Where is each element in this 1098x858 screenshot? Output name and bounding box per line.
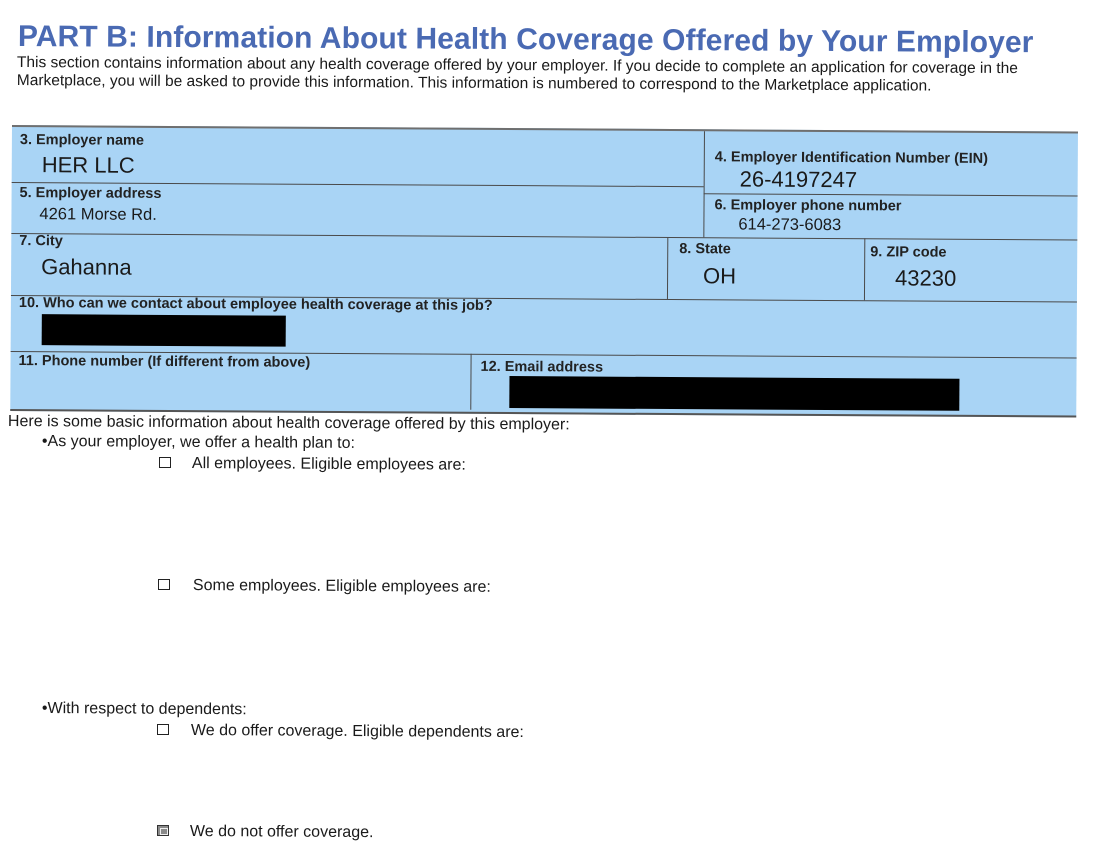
coverage-intro: Here is some basic information about health coverage offered by this employer: (7, 413, 570, 434)
zip-label: 9. ZIP code (870, 244, 947, 261)
ein-label: 4. Employer Identification Number (EIN) (714, 149, 988, 167)
divider (704, 193, 1078, 196)
city-label: 7. City (19, 233, 63, 250)
divider (11, 233, 1077, 241)
state-field[interactable]: OH (703, 263, 737, 289)
no-dependent-coverage-label: We do not offer coverage. (189, 823, 374, 842)
state-label: 8. State (679, 241, 731, 258)
employer-name-field[interactable]: HER LLC (41, 152, 135, 178)
email-label: 12. Email address (480, 358, 604, 376)
divider (864, 238, 865, 300)
section-intro: This section contains information about any health coverage offered by your employer. If you decide to complete an application for coverage in the Marketplace, you will be asked to provide this information. This information is numbered to correspond to the Marketplace application. (16, 54, 1018, 95)
all-employees-checkbox[interactable] (159, 457, 171, 468)
contact-label: 10. Who can we contact about employee health coverage at this job? (18, 295, 493, 314)
employer-phone-field[interactable]: 614-273-6083 (738, 215, 842, 235)
offer-dependent-coverage-label: We do offer coverage. Eligible dependents are: (190, 722, 524, 742)
contact-field-redacted[interactable] (42, 314, 286, 346)
employer-phone-label: 6. Employer phone number (714, 197, 902, 215)
divider (470, 354, 471, 410)
no-dependent-coverage-checkbox[interactable] (157, 825, 169, 836)
offer-dependent-coverage-checkbox[interactable] (157, 724, 169, 735)
phone2-label: 11. Phone number (If different from above) (18, 353, 311, 371)
employer-name-label: 3. Employer name (19, 132, 145, 149)
city-field[interactable]: Gahanna (41, 254, 132, 280)
dependents-bullet: •With respect to dependents: (41, 700, 247, 719)
employer-address-label: 5. Employer address (19, 185, 162, 202)
all-employees-label: All employees. Eligible employees are: (191, 455, 466, 474)
some-employees-checkbox[interactable] (158, 579, 170, 590)
zip-field[interactable]: 43230 (895, 265, 957, 291)
part-b-title: PART B: Information About Health Coverage Offered by Your Employer (17, 20, 1034, 60)
employer-info-form (10, 125, 1078, 418)
divider (667, 237, 668, 299)
email-field-redacted[interactable] (509, 376, 959, 411)
ein-field[interactable]: 26-4197247 (739, 166, 858, 193)
plan-bullet: •As your employer, we offer a health plan to: (41, 433, 356, 452)
some-employees-label: Some employees. Eligible employees are: (192, 577, 491, 596)
employer-address-field[interactable]: 4261 Morse Rd. (39, 205, 157, 224)
divider (703, 131, 705, 237)
